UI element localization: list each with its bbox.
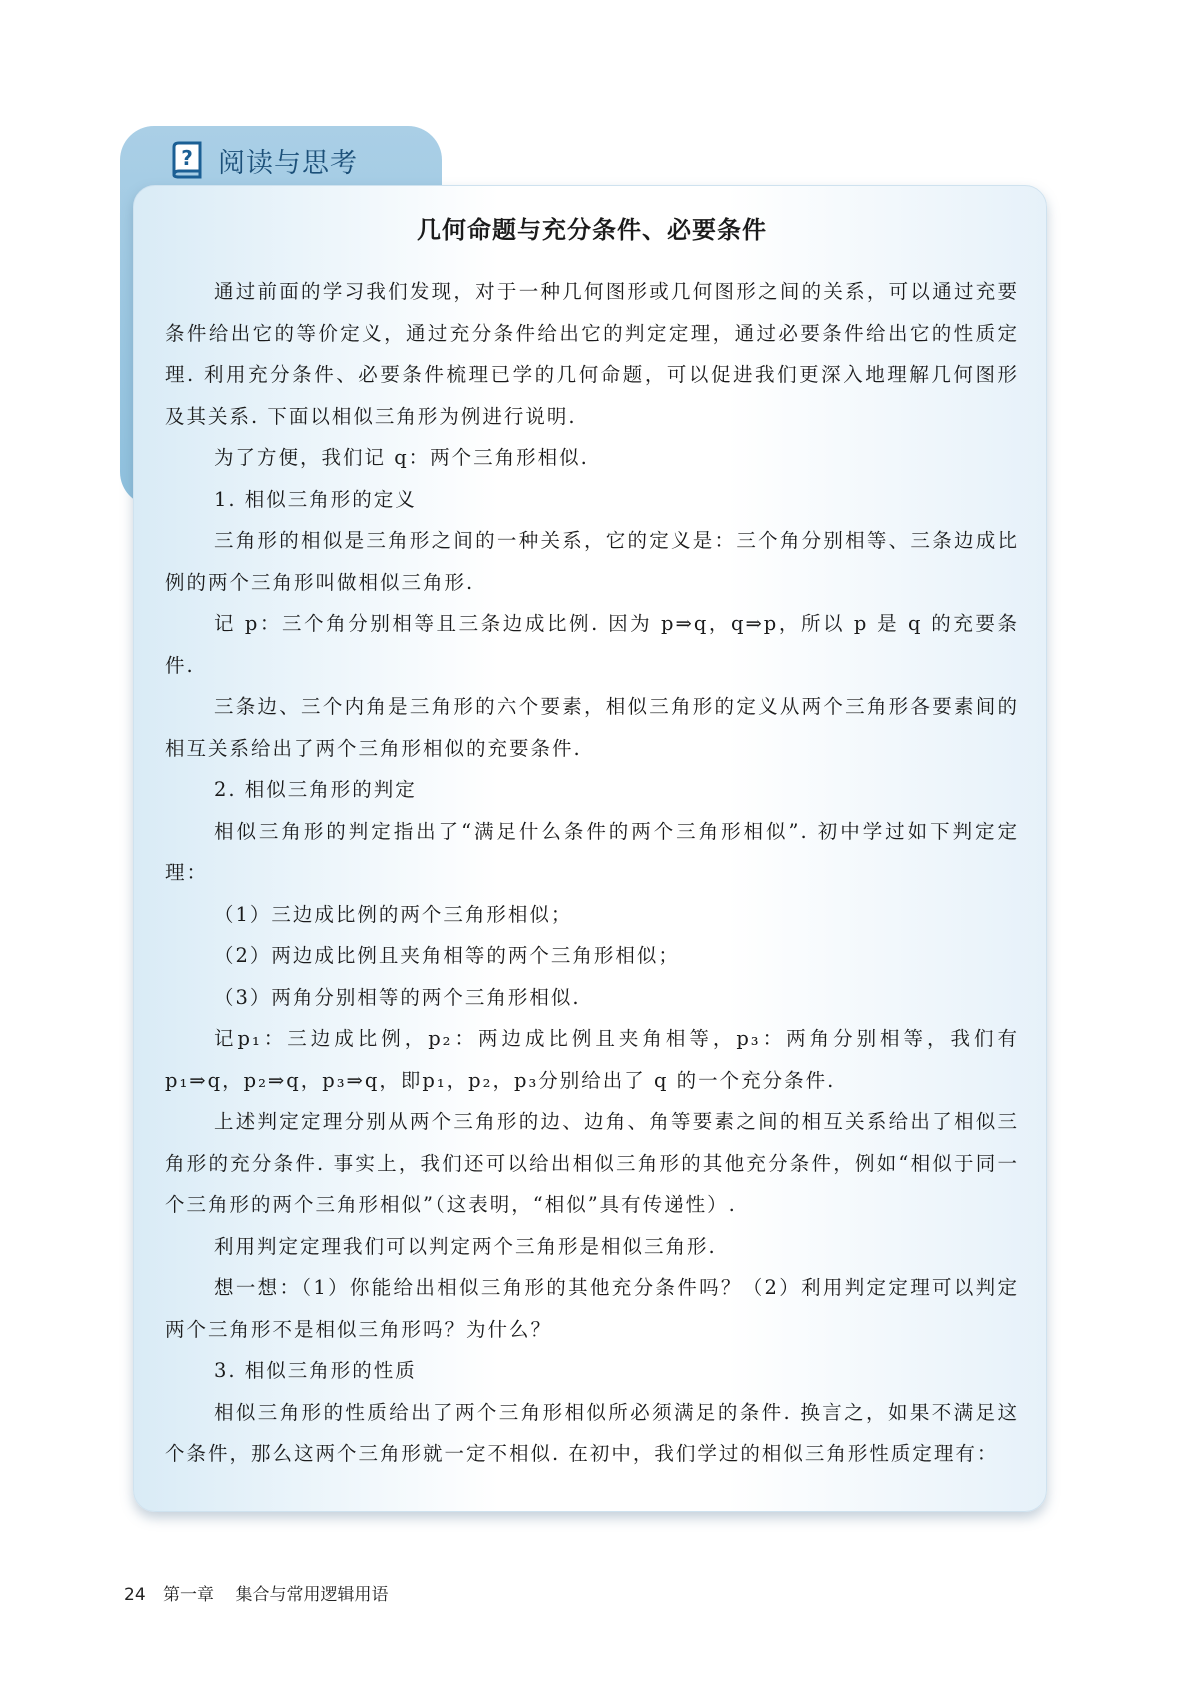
paragraph: 记 p：三个角分别相等且三条边成比例. 因为 p⇒q，q⇒p，所以 p 是 q 的充要条件. (165, 612, 1019, 677)
page-number: 24 (124, 1585, 146, 1605)
section-header (170, 138, 358, 182)
paragraph: 三角形的相似是三角形之间的一种关系，它的定义是：三个角分别相等、三条边成比例的两个三角形叫做相似三角形. (165, 529, 1019, 594)
section-heading: 3. 相似三角形的性质 (214, 1359, 417, 1382)
section-heading: 1. 相似三角形的定义 (214, 487, 417, 511)
list-item: （1）三边成比例的两个三角形相似； (214, 902, 573, 926)
paragraph: 想一想：（1）你能给出相似三角形的其他充分条件吗？（2）利用判定定理可以判定两个三角形不是相似三角形吗？为什么？ (165, 1276, 1019, 1341)
paragraph: 相似三角形的判定指出了“满足什么条件的两个三角形相似”. 初中学过如下判定定理： (165, 819, 1019, 884)
section-label: 阅读与思考 (218, 147, 358, 179)
section-heading: 2. 相似三角形的判定 (214, 778, 417, 801)
book-question-icon (170, 141, 206, 179)
page-footer (124, 1580, 388, 1605)
paragraph: 记p₁：三边成比例，p₂：两边成比例且夹角相等，p₃：两角分别相等，我们有p₁⇒q，p₂⇒q，p₃⇒q，即p₁，p₂，p₃分别给出了 q 的一个充分条件. (165, 1027, 1019, 1092)
chapter-title: 集合与常用逻辑用语 (235, 1585, 389, 1605)
paragraph: 上述判定定理分别从两个三角形的边、边角、角等要素之间的相互关系给出了相似三角形的充分条件. 事实上，我们还可以给出相似三角形的其他充分条件，例如“相似于同一个三角形的两个三角形相似”（这表明，“相似”具有传递性）. (165, 1110, 1019, 1216)
article (165, 210, 1019, 1475)
chapter-number: 第一章 (163, 1585, 215, 1605)
paragraph: 相似三角形的性质给出了两个三角形相似所必须满足的条件. 换言之，如果不满足这个条件，那么这两个三角形就一定不相似. 在初中，我们学过的相似三角形性质定理有： (165, 1400, 1019, 1465)
paragraph: 为了方便，我们记 q：两个三角形相似. (214, 446, 589, 469)
list-item: （2）两边成比例且夹角相等的两个三角形相似； (214, 944, 680, 967)
list-item: （3）两角分别相等的两个三角形相似. (214, 985, 581, 1009)
paragraph: 三条边、三个内角是三角形的六个要素，相似三角形的定义从两个三角形各要素间的相互关系给出了两个三角形相似的充要条件. (165, 695, 1019, 760)
article-title: 几何命题与充分条件、必要条件 (417, 216, 767, 244)
svg-text:?: ? (181, 146, 193, 170)
paragraph: 通过前面的学习我们发现，对于一种几何图形或几何图形之间的关系，可以通过充要条件给出它的等价定义，通过充分条件给出它的判定定理，通过必要条件给出它的性质定理. 利用充分条件、必要条件梳理已学的几何命题，可以促进我们更深入地理解几何图形及其关系. 下面以相似三角形为例进行说明. (165, 280, 1019, 428)
paragraph: 利用判定定理我们可以判定两个三角形是相似三角形. (214, 1234, 717, 1258)
